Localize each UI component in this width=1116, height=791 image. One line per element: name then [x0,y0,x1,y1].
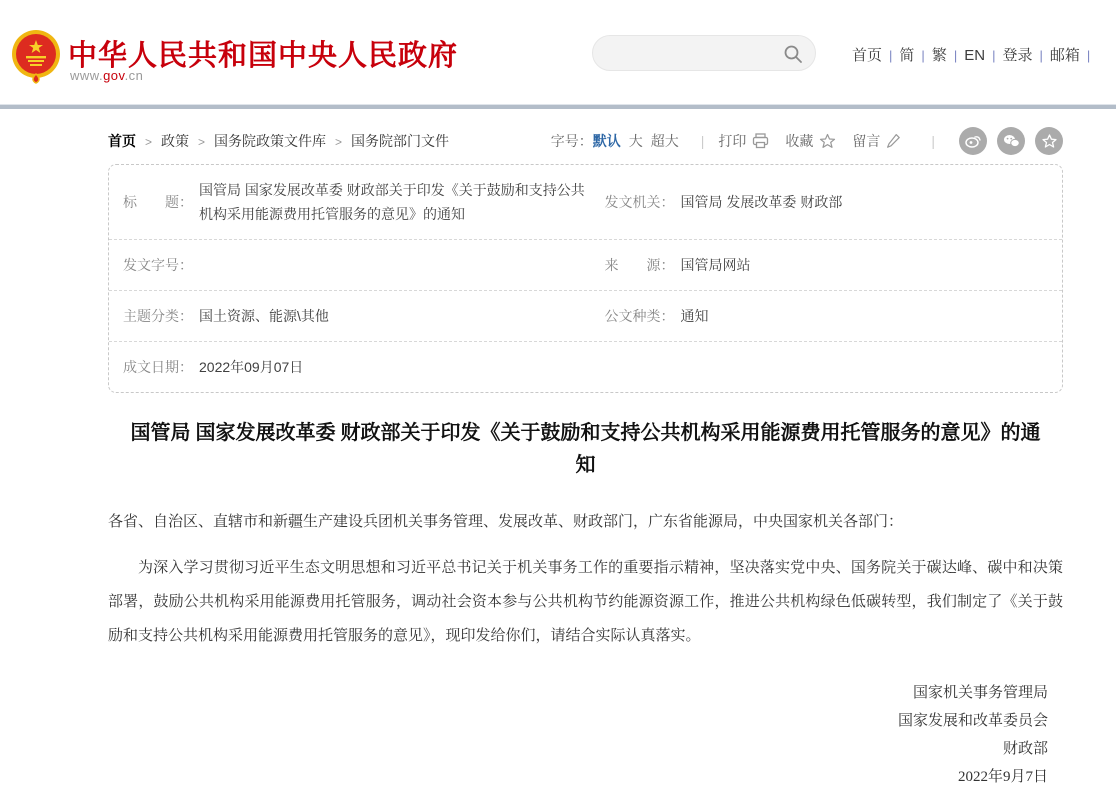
toolbar [108,126,1063,156]
tool-actions [551,127,1063,155]
font-size-default-button[interactable]: 默认 [592,133,621,149]
qzone-share-icon[interactable] [1035,127,1063,155]
article-title: 国管局 国家发展改革委 财政部关于印发《关于鼓励和支持公共机构采用能源费用托管服务的意见》的通知 [130,422,1041,476]
meta-label-date: 成文日期： [123,359,193,375]
main-content [0,126,1116,791]
top-nav [852,44,1116,65]
table-row [109,342,1062,392]
toolbar-separator: | [700,133,705,149]
document-meta-table [108,164,1063,393]
nav-separator: | [889,48,893,63]
breadcrumb-policy-library[interactable]: 国务院政策文件库 [214,133,327,149]
article-body-paragraph: 为深入学习贯彻习近平生态文明思想和习近平总书记关于机关事务工作的重要指示精神，坚决落实党中央、国务院关于碳达峰、碳中和决策部署，鼓励公共机构采用能源费用托管服务，调动社会资本参与公共机构节约能源资源工作，推进公共机构绿色低碳转型，我们制定了《关于鼓励和支持公共机构采用能源费用托管服务的意见》，现印发给你们，请结合实际认真落实。 [108,560,1063,644]
comment-label: 留言 [852,133,881,149]
meta-value-source: 国管局网站 [680,257,751,273]
nav-link-english[interactable]: EN [964,47,986,64]
meta-value-issuing-agency: 国管局 发展改革委 财政部 [680,194,843,210]
search-bar[interactable] [592,35,816,71]
site-title: 中华人民共和国中央人民政府 [68,40,459,72]
article [108,417,1063,791]
meta-label-title: 标 题： [123,194,193,210]
url-www: www. [70,68,104,83]
wechat-share-icon[interactable] [997,127,1025,155]
signature-line: 国家发展和改革委员会 [897,713,1048,729]
table-row [109,165,1062,240]
site-header [0,0,1116,104]
meta-label-source: 来 源： [604,257,675,273]
signature-line: 财政部 [1002,741,1048,757]
breadcrumb-separator: > [335,135,343,149]
nav-link-mail[interactable]: 邮箱 [1049,47,1080,64]
star-icon [819,133,836,149]
nav-link-simplified[interactable]: 简 [899,47,915,64]
favorite-button[interactable] [785,131,836,151]
pencil-icon [886,133,901,149]
breadcrumb-separator: > [145,135,153,149]
signature-line: 国家机关事务管理局 [912,685,1048,701]
font-size-label: 字号： [550,133,593,149]
breadcrumb [108,131,449,151]
meta-value-doc-type: 通知 [680,308,709,324]
print-button[interactable] [718,131,769,151]
breadcrumb-policy[interactable]: 政策 [161,133,190,149]
nav-separator: | [992,48,996,63]
meta-value-date: 2022年09月07日 [199,359,304,375]
weibo-share-icon[interactable] [959,127,987,155]
breadcrumb-home[interactable]: 首页 [108,133,136,149]
breadcrumb-department-docs[interactable]: 国务院部门文件 [351,133,450,149]
nav-link-home[interactable]: 首页 [852,47,883,64]
nav-link-traditional[interactable]: 繁 [931,47,947,64]
signature-date: 2022年9月7日 [957,769,1048,785]
search-icon[interactable] [783,44,803,64]
meta-value-topic-category: 国土资源、能源\其他 [199,308,329,324]
nav-separator: | [1086,48,1091,63]
site-url [70,68,143,83]
toolbar-separator: | [931,133,935,149]
meta-label-issuing-agency: 发文机关： [604,194,675,210]
url-gov: gov [103,68,125,83]
breadcrumb-separator: > [198,135,206,149]
nav-separator: | [921,48,925,63]
url-cn: .cn [124,68,144,83]
nav-link-login[interactable]: 登录 [1002,47,1033,64]
font-size-large-button[interactable]: 大 [628,133,643,149]
nav-separator: | [953,48,958,63]
comment-button[interactable] [852,131,901,151]
nav-separator: | [1039,48,1043,63]
print-label: 打印 [718,133,747,149]
article-salutation: 各省、自治区、直辖市和新疆生产建设兵团机关事务管理、发展改革、财政部门，广东省能源局，中央国家机关各部门： [108,514,904,530]
national-emblem-logo [10,28,62,84]
meta-label-doc-number: 发文字号： [123,257,193,273]
meta-label-topic-category: 主题分类： [123,308,193,324]
share-buttons [949,127,1063,155]
table-row [109,291,1062,342]
font-size-xlarge-button[interactable]: 超大 [650,133,679,149]
signature-block [108,679,1063,791]
table-row [109,240,1062,291]
meta-label-doc-type: 公文种类： [604,308,675,324]
header-divider [0,104,1116,109]
printer-icon [752,133,769,149]
meta-value-title: 国管局 国家发展改革委 财政部关于印发《关于鼓励和支持公共机构采用能源费用托管服务的意见》的通知 [199,182,585,222]
favorite-label: 收藏 [785,133,814,149]
search-input[interactable] [609,39,777,67]
